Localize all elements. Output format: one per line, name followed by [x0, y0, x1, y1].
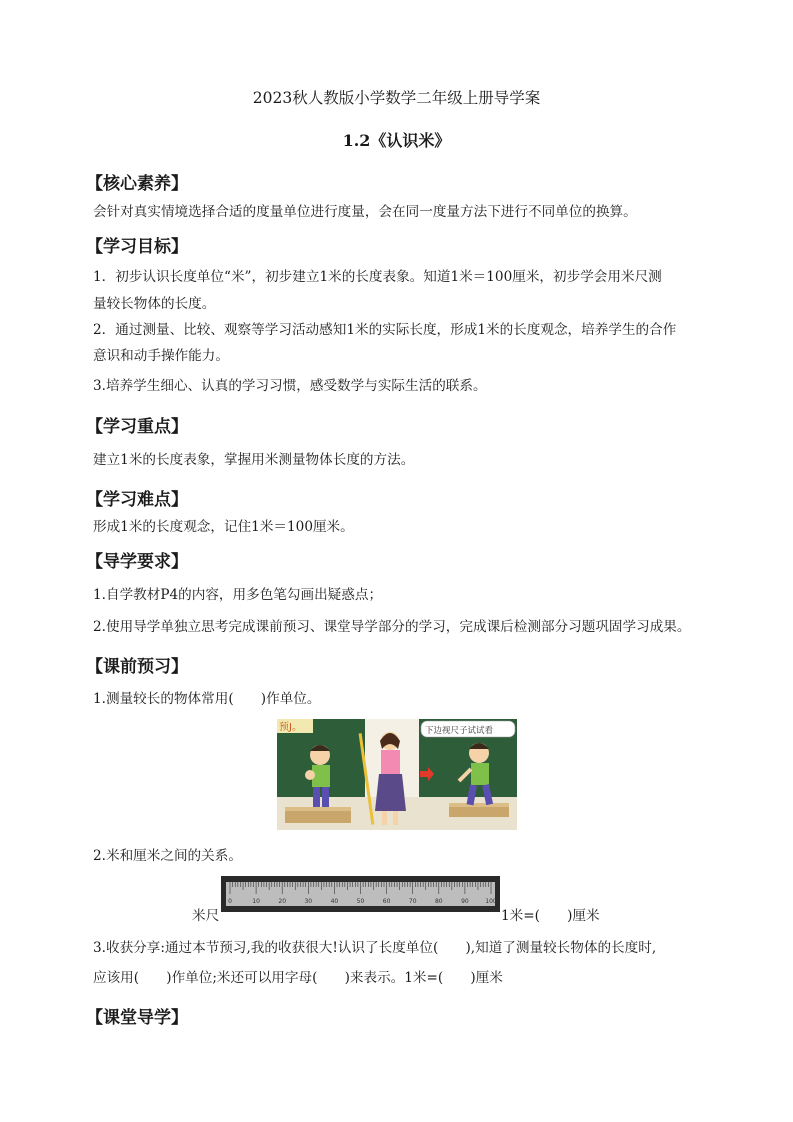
- difficulties-text: 形成1米的长度观念，记住1米＝100厘米。: [93, 519, 354, 535]
- ruler-tick-label: 20: [278, 898, 287, 905]
- objective-2-line-1: 2．通过测量、比较、观察等学习活动感知1米的实际长度，形成1米的长度观念，培养学生的合作: [93, 322, 677, 338]
- requirement-1: 1.自学教材P4的内容，用多色笔勾画出疑惑点；: [93, 587, 383, 603]
- heading-preview: 【课前预习】: [86, 657, 188, 677]
- meter-ruler-drawing: [221, 876, 500, 912]
- ruler-tick-label: 50: [356, 898, 365, 905]
- requirement-2: 2.使用导学单独立思考完成课前预习、课堂导学部分的学习，完成课后检测部分习题巩固学习成果。: [93, 619, 691, 635]
- heading-classroom: 【课堂导学】: [86, 1008, 188, 1028]
- heading-objectives: 【学习目标】: [86, 237, 188, 257]
- objective-1-line-1: 1．初步认识长度单位“米”，初步建立1米的长度表象。知道1米＝100厘米，初步学会用米尺测: [93, 269, 662, 285]
- preview-question-1: 1.测量较长的物体常用( )作单位。: [93, 691, 321, 707]
- ruler-conversion-blank: 1米=( )厘米: [501, 908, 600, 924]
- core-text: 会针对真实情境选择合适的度量单位进行度量，会在同一度量方法下进行不同单位的换算。: [93, 204, 637, 220]
- document-title: 2023秋人教版小学数学二年级上册导学案: [252, 89, 541, 107]
- ruler-label: 米尺: [192, 908, 220, 924]
- cartoon-right-caption: 下边视尺子试试看: [425, 726, 494, 736]
- ruler-tick-label: 40: [330, 898, 339, 905]
- ruler-tick-label: 80: [434, 898, 443, 905]
- meter-ruler: [221, 876, 500, 912]
- ruler-tick-label: 0: [228, 898, 232, 905]
- preview-question-2: 2.米和厘米之间的关系。: [93, 848, 242, 864]
- classroom-illustration-drawing: [277, 719, 517, 830]
- heading-key-points: 【学习重点】: [86, 417, 188, 437]
- cartoon-left-caption: 预J。: [279, 722, 302, 733]
- ruler-tick-label: 100: [485, 898, 497, 905]
- ruler-tick-label: 90: [461, 898, 469, 905]
- ruler-tick-label: 70: [408, 898, 417, 905]
- lesson-title: 1.2《认识米》: [342, 131, 451, 150]
- ruler-tick-label: 60: [382, 898, 391, 905]
- preview-question-3-line-2: 应该用( )作单位;米还可以用字母( )来表示。1米=( )厘米: [93, 970, 503, 986]
- objective-2-line-2: 意识和动手操作能力。: [93, 348, 229, 364]
- objective-1-line-2: 量较长物体的长度。: [93, 296, 216, 312]
- classroom-illustration: [277, 719, 517, 830]
- key-points-text: 建立1米的长度表象，掌握用米测量物体长度的方法。: [93, 452, 415, 468]
- heading-core: 【核心素养】: [86, 174, 188, 194]
- heading-requirements: 【导学要求】: [86, 552, 188, 572]
- ruler-tick-label: 10: [252, 898, 260, 905]
- preview-question-3-line-1: 3.收获分享:通过本节预习,我的收获很大!认识了长度单位( ),知道了测量较长物体的长度时,: [93, 940, 657, 956]
- heading-difficulties: 【学习难点】: [86, 490, 188, 510]
- objective-3: 3.培养学生细心、认真的学习习惯，感受数学与实际生活的联系。: [93, 378, 487, 394]
- ruler-tick-label: 30: [304, 898, 313, 905]
